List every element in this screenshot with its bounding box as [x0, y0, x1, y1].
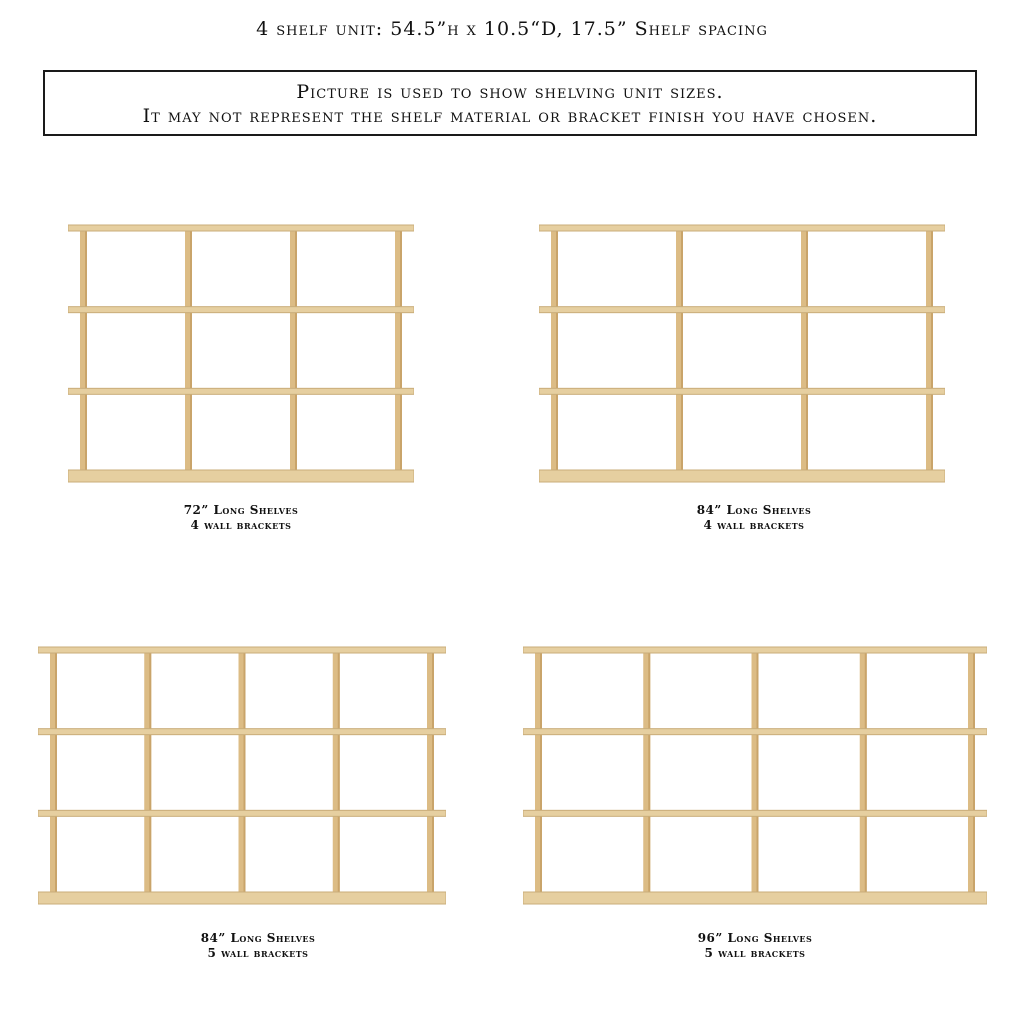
shelf-board — [523, 892, 987, 904]
shelf-unit-84-4 — [539, 222, 945, 484]
unit-caption — [38, 931, 478, 961]
unit-caption — [551, 503, 957, 533]
page-title: 4 shelf unit: 54.5”h x 10.5“D, 17.5” Shelf spacing — [256, 18, 768, 40]
wall-bracket-shade — [55, 651, 57, 896]
shelf-board — [539, 225, 945, 231]
shelf-unit-illustration — [38, 644, 446, 906]
bracket-count-label: 5 wall brackets — [207, 946, 309, 960]
wall-bracket-shade — [973, 651, 975, 896]
wall-bracket-shade — [149, 651, 151, 896]
wall-bracket-shade — [757, 651, 759, 896]
wall-bracket-shade — [806, 229, 808, 474]
shelf-unit-illustration — [523, 644, 987, 906]
wall-bracket-shade — [244, 651, 246, 896]
shelf-board — [523, 647, 987, 653]
shelf-board — [68, 225, 414, 231]
bracket-count-label: 4 wall brackets — [190, 518, 292, 532]
shelf-board — [68, 470, 414, 482]
wall-bracket-shade — [432, 651, 434, 896]
shelf-board — [523, 729, 987, 735]
shelf-unit-84-5 — [38, 644, 446, 906]
disclaimer-box — [43, 70, 977, 136]
wall-bracket-shade — [190, 229, 192, 474]
shelf-unit-96-5 — [523, 644, 987, 906]
shelf-board — [539, 388, 945, 394]
unit-caption — [68, 503, 414, 533]
wall-bracket-shade — [931, 229, 933, 474]
shelf-board — [38, 647, 446, 653]
shelf-board — [68, 307, 414, 313]
shelf-length-label: 72” Long Shelves — [183, 503, 299, 517]
wall-bracket-shade — [540, 651, 542, 896]
disclaimer-line-2: It may not represent the shelf material or bracket finish you have chosen. — [142, 105, 878, 127]
shelf-board — [523, 810, 987, 816]
wall-bracket-shade — [681, 229, 683, 474]
disclaimer-line-1: Picture is used to show shelving unit sizes. — [296, 81, 724, 103]
wall-bracket-shade — [295, 229, 297, 474]
wall-bracket-shade — [85, 229, 87, 474]
wall-bracket-shade — [556, 229, 558, 474]
wall-bracket-shade — [865, 651, 867, 896]
wall-bracket-shade — [400, 229, 402, 474]
shelf-board — [539, 470, 945, 482]
shelf-board — [539, 307, 945, 313]
shelf-unit-72-4 — [68, 222, 414, 484]
wall-bracket-shade — [338, 651, 340, 896]
shelf-board — [38, 810, 446, 816]
shelf-length-label: 96” Long Shelves — [697, 931, 813, 945]
bracket-count-label: 4 wall brackets — [703, 518, 805, 532]
shelf-board — [38, 892, 446, 904]
shelf-length-label: 84” Long Shelves — [200, 931, 316, 945]
shelf-unit-illustration — [68, 222, 414, 484]
wall-bracket-shade — [648, 651, 650, 896]
unit-caption — [523, 931, 987, 961]
shelf-unit-illustration — [539, 222, 945, 484]
shelf-length-label: 84” Long Shelves — [696, 503, 812, 517]
shelf-board — [68, 388, 414, 394]
bracket-count-label: 5 wall brackets — [704, 946, 806, 960]
shelf-board — [38, 729, 446, 735]
